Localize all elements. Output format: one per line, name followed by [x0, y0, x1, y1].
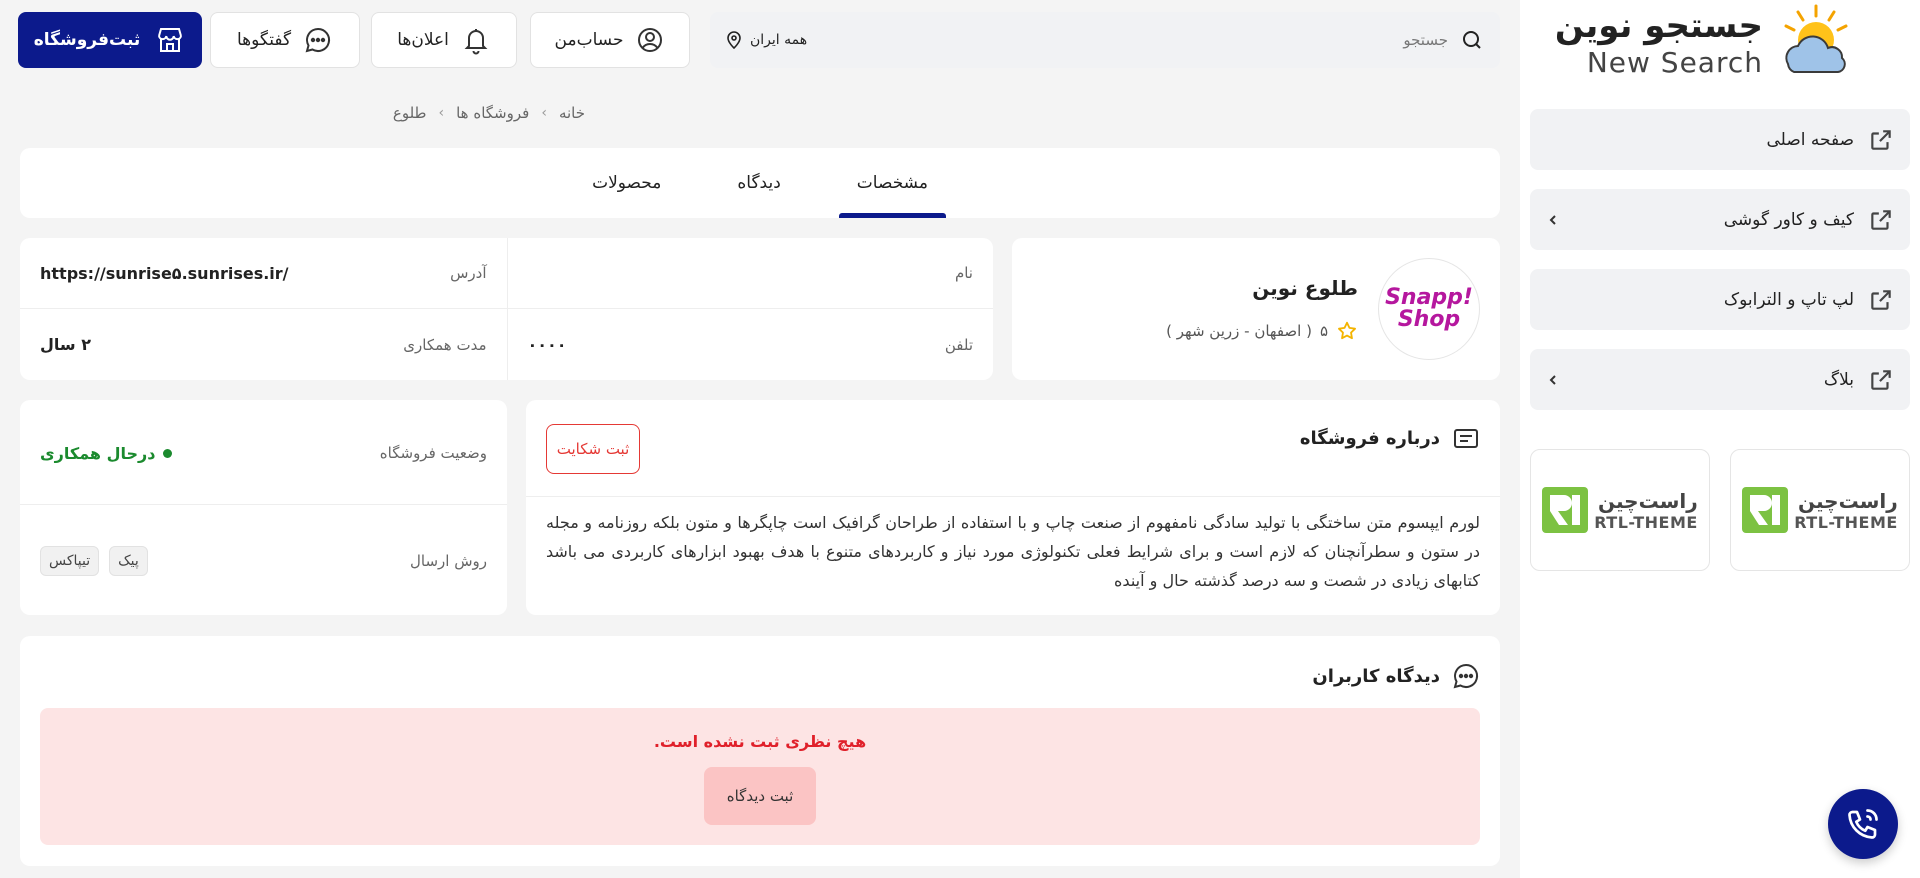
user-reviews-card: [20, 636, 1500, 866]
notifications-button[interactable]: [371, 12, 517, 68]
store-name: طلوع نوین: [1252, 276, 1358, 300]
account-button[interactable]: [530, 12, 690, 68]
search-bar: [710, 12, 1500, 68]
chevron-left-icon: ›: [438, 105, 445, 121]
info-phone-label: تلفن: [944, 335, 973, 354]
store-status-text: درحال همکاری: [40, 443, 156, 463]
store-info-card: [20, 238, 993, 380]
info-name: [507, 238, 994, 309]
register-store-button[interactable]: [18, 12, 202, 68]
reviews-header: [1312, 662, 1480, 690]
rtl-theme-logo-icon: [1742, 487, 1788, 533]
about-title: درباره فروشگاه: [1299, 427, 1440, 449]
chat-bubble-icon: [1452, 662, 1480, 690]
chat-bubble-icon: [303, 25, 333, 55]
store-logo: [1378, 258, 1480, 360]
phone-icon: [1845, 806, 1881, 842]
bell-icon: [461, 25, 491, 55]
sidebar-menu: [1530, 109, 1910, 429]
ad-title-fa: راست‌چین: [1798, 488, 1898, 513]
store-status-value: [40, 444, 172, 463]
sidebar-item-label: صفحه اصلی: [1766, 129, 1854, 150]
chevron-left-icon: ›: [541, 105, 547, 121]
search-icon[interactable]: [1460, 28, 1484, 52]
info-address-value[interactable]: https://sunrise۵.sunrises.ir/: [40, 263, 289, 283]
info-phone: [507, 309, 994, 380]
store-location: ( اصفهان - زرین شهر ): [1166, 322, 1312, 340]
breadcrumb-stores[interactable]: فروشگاه ها: [456, 104, 530, 122]
info-name-label: نام: [954, 264, 973, 282]
sidebar-item-blog[interactable]: [1530, 349, 1910, 410]
divider: [20, 504, 507, 505]
account-label: حساب‌من: [554, 30, 624, 50]
star-icon: [1336, 320, 1358, 342]
breadcrumb: [393, 80, 585, 146]
main-content: [0, 80, 1520, 878]
user-circle-icon: [635, 25, 665, 55]
ad-title-fa: راست‌چین: [1598, 488, 1698, 513]
document-icon: [1452, 424, 1480, 452]
sidebar-item-laptops[interactable]: [1530, 269, 1910, 330]
call-support-button[interactable]: [1828, 789, 1898, 859]
sidebar-item-home[interactable]: [1530, 109, 1910, 170]
about-header: [1300, 424, 1480, 452]
breadcrumb-home[interactable]: خانه: [558, 104, 585, 122]
store-icon: [154, 24, 186, 56]
location-selector[interactable]: [726, 31, 807, 49]
brand-name-en: New Search: [1586, 46, 1763, 79]
sidebar-item-label: کیف و کاور گوشی: [1723, 209, 1854, 230]
store-logo-text: Shop: [1397, 307, 1461, 332]
status-dot-icon: [163, 449, 172, 458]
about-store-card: [526, 400, 1500, 615]
site-logo[interactable]: [1554, 2, 1858, 80]
location-label: همه ایران: [750, 32, 808, 48]
info-cooperation-label: مدت همکاری: [403, 335, 487, 354]
shipping-label: روش ارسال: [409, 552, 487, 570]
ad-title-en: RTL-THEME: [1794, 512, 1898, 532]
store-summary-card: [1012, 238, 1500, 380]
notifications-label: اعلان‌ها: [397, 30, 449, 50]
external-link-icon: [1868, 127, 1894, 153]
sun-cloud-logo-icon: [1774, 2, 1858, 80]
chats-label: گفتگوها: [236, 30, 292, 50]
brand-name-fa: جستجو نوین: [1554, 6, 1763, 46]
right-sidebar: [1520, 0, 1920, 878]
chevron-left-icon[interactable]: [1546, 213, 1560, 227]
search-input[interactable]: [807, 31, 1448, 49]
external-link-icon: [1868, 207, 1894, 233]
empty-reviews-message: هیچ نظری ثبت نشده است.: [653, 732, 867, 751]
store-logo-text: Snapp!: [1385, 285, 1473, 310]
info-cooperation-value: ۲ سال: [40, 335, 91, 354]
shipping-tag: تیپاکس: [40, 546, 99, 576]
store-meta: [1166, 320, 1358, 342]
sidebar-item-label: بلاگ: [1823, 369, 1854, 390]
external-link-icon: [1868, 367, 1894, 393]
tab-products[interactable]: محصولات: [592, 173, 662, 193]
sidebar-item-phone-cases[interactable]: [1530, 189, 1910, 250]
tab-reviews[interactable]: دیدگاه: [737, 173, 781, 193]
chats-button[interactable]: [210, 12, 360, 68]
shipping-row: [40, 538, 487, 584]
sidebar-item-label: لپ تاپ و الترابوک: [1723, 289, 1854, 310]
reviews-title: دیدگاه کاربران: [1312, 665, 1440, 687]
location-pin-icon: [726, 31, 742, 49]
info-address: [20, 238, 507, 309]
store-tabs: [20, 148, 1500, 218]
ad-banner-rtl-theme[interactable]: [1530, 449, 1710, 571]
store-status-row: [40, 430, 487, 476]
divider: [526, 496, 1500, 497]
about-text: لورم ایپسوم متن ساختگی با تولید سادگی نامفهوم از صنعت چاپ و با استفاده از طراحان گرافیک است چاپگرها و متون بلکه روزنامه و مجله در ستون و سطرآنچنان که لازم است و برای شرایط فعلی تکنولوژی مورد نیاز و کاربردهای متنوع با هدف بهبود ابزارهای کاربردی می باشد کتابهای زیادی در شصت و سه درصد گذشته حال و آینده: [546, 513, 1480, 590]
chevron-left-icon[interactable]: [1546, 373, 1560, 387]
rtl-theme-logo-icon: [1542, 487, 1588, 533]
breadcrumb-current: طلوع: [392, 104, 427, 122]
ad-banner-rtl-theme[interactable]: [1730, 449, 1910, 571]
store-status-label: وضعیت فروشگاه: [379, 444, 487, 462]
submit-complaint-button[interactable]: ثبت شکایت: [546, 424, 640, 474]
info-phone-value: ۰۰۰۰: [527, 335, 567, 354]
ad-title-en: RTL-THEME: [1594, 512, 1698, 532]
sidebar-ads: [1530, 449, 1910, 571]
store-rating: ۵: [1319, 322, 1328, 340]
tab-details[interactable]: مشخصات: [839, 148, 946, 218]
add-review-button[interactable]: ثبت دیدگاه: [704, 767, 816, 825]
external-link-icon: [1868, 287, 1894, 313]
store-status-card: [20, 400, 507, 615]
info-address-label: آدرس: [450, 264, 487, 282]
empty-reviews-box: [40, 708, 1480, 845]
register-store-label: ثبت‌فروشگاه: [33, 30, 141, 50]
shipping-methods: [40, 546, 148, 576]
info-cooperation: [20, 309, 507, 380]
shipping-tag: پیک: [109, 546, 148, 576]
